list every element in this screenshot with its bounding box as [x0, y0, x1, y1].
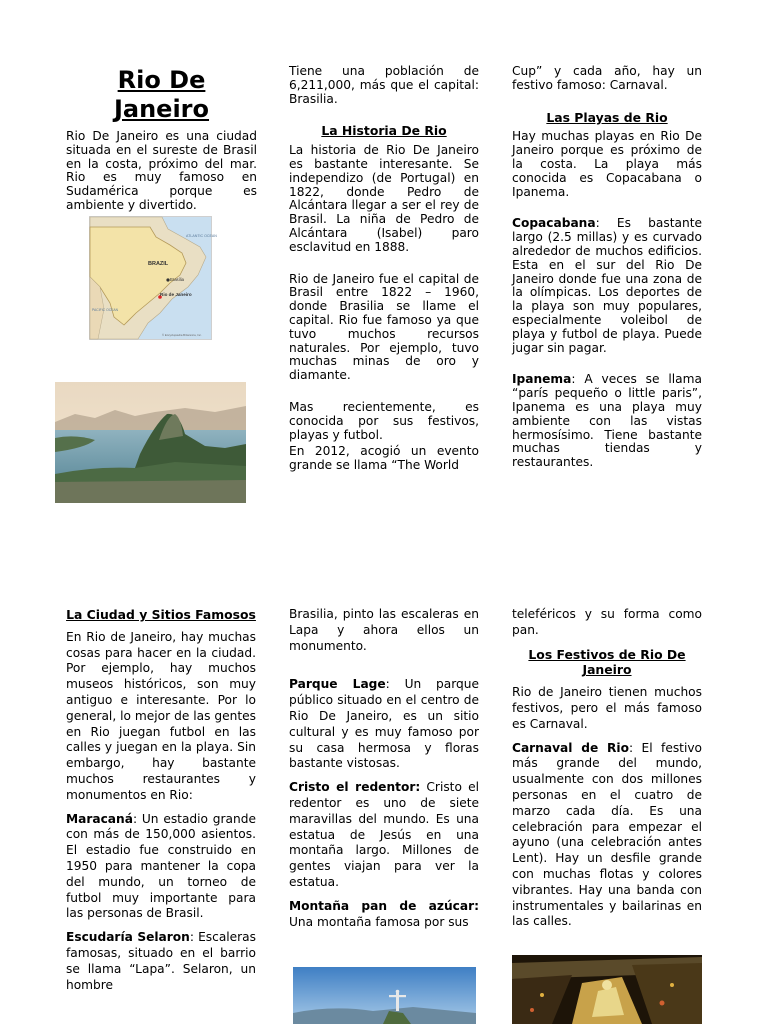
carnaval-label: Carnaval de Rio [512, 740, 629, 755]
maracana-text: : Un estadio grande con más de 150,000 asientos. El estadio fue construido en 1950 para mantener la copa del mundo, un torneo de futbol muy importante para las personas de Brasil. [66, 811, 256, 921]
carnival-intro-paragraph: Cup” y cada año, hay un festivo famoso: Carnaval. [512, 64, 702, 92]
page2-column-1 [66, 607, 256, 1002]
parque-lage-label: Parque Lage [289, 677, 386, 692]
page2-column-2 [289, 607, 479, 939]
festivals-heading: Los Festivos de Rio De Janeiro [528, 646, 686, 678]
page1-column-1 [66, 66, 257, 222]
ipanema-paragraph [512, 373, 702, 470]
cristo-label: Cristo el redentor: [289, 780, 421, 795]
history-paragraph-1: La historia de Rio De Janeiro es bastante interesante. Se independizo (de Portugal) en 1822, donde Pedro de Alcántara llegar a ser el rey de Brasil. La niña de Pedro de Alcántara (Isabel) paro esclavitud en 1888. [289, 143, 479, 254]
sugarloaf-continued-paragraph: teleféricos y su forma como pan. [512, 607, 702, 637]
pan-de-azucar-paragraph [289, 899, 479, 931]
history-paragraph-2: Rio de Janeiro fue el capital de Brasil entre 1822 – 1960, donde Brasilia se llame el capital. Rio fue famoso ya que tuvo muchos recursos naturales. Por ejemplo, tuvo muchas minas de oro y diamante. [289, 271, 479, 383]
sugarloaf-photo [55, 382, 246, 503]
map-city-label: Rio de Janeiro [160, 292, 192, 297]
carnaval-paragraph [512, 741, 702, 931]
selaron-label: Escudaría Selaron [66, 930, 190, 945]
history-paragraph-4: En 2012, acogió un evento grande se llama “The World [289, 444, 479, 473]
parque-lage-paragraph [289, 677, 479, 772]
page1-column-3 [512, 65, 702, 479]
map-capital-label: Brasília [170, 277, 184, 282]
carnival-photo [512, 955, 702, 1024]
city-paragraph: En Rio de Janeiro, hay muchas cosas para hacer en la ciudad. Por ejemplo, hay muchos museos históricos, son muy antiguo e interesante. Por lo general, lo mejor de las gentes en Rio juegan futbol en las calles y juegan en la playa. Sin embargo, hay bastante muchos restaurantes y monumentos en Rio: [66, 629, 256, 802]
carnival-graphic [512, 955, 702, 1024]
page1-column-2 [289, 65, 479, 473]
pan-de-azucar-text: Una montaña famosa por sus [289, 914, 469, 929]
parque-lage-text: : Un parque público situado en el centro de Rio De Janeiro, es un sitio cultural y es muy famoso por su casa hermosa y floras bastante vistosas. [289, 677, 479, 771]
beaches-heading: Las Playas de Rio [546, 109, 668, 125]
city-heading: La Ciudad y Sitios Famosos [66, 607, 256, 622]
selaron-paragraph [66, 930, 256, 993]
maracana-label: Maracaná [66, 811, 133, 826]
brazil-map-image [89, 216, 217, 340]
ipanema-label: Ipanema [512, 372, 572, 387]
copacabana-label: Copacabana [512, 216, 596, 231]
copacabana-text: : Es bastante largo (2.5 millas) y es curvado alrededor de muchos edificios. Esta en el sur del Rio De Janeiro donde fue una zona de la olímpicas. Los deportes de la playa son muy populares, especialmente voleibol de playa y futbol de playa. Puede jugar sin pagar. [512, 216, 702, 355]
page2-column-3 [512, 607, 702, 939]
carnaval-text: : El festivo más grande del mundo, usualmente con dos millones personas en el cuatro de marzo cada día. Es una celebración para empezar el ayuno (una celebración antes Lent). Hay un desfile grande con muchas flotas y colores vibrantes. Hay una banda con instrumentales y bailarinas en las calles. [512, 740, 702, 929]
cristo-text: Cristo el redentor es uno de siete maravillas del mundo. Es una estatua de Jesús en una montaña largo. Millones de gentes viajan para ver la estatua. [289, 780, 480, 889]
pan-de-azucar-label: Montaña pan de azúcar: [289, 898, 479, 913]
map-country-label: BRAZIL [148, 261, 169, 267]
festivals-paragraph: Rio de Janeiro tienen muchos festivos, pero el más famoso es Carnaval. [512, 685, 702, 731]
ipanema-text: : A veces se llama “parís pequeño o little paris”, Ipanema es una playa muy ambiente con las vistas hermosísimo. Tiene bastante muchas tiendas y restaurantes. [512, 372, 702, 470]
intro-paragraph: Rio De Janeiro es una ciudad situada en el sureste de Brasil en la costa, próximo del mar. Rio es muy famoso en Sudamérica porque es ambiente y divertido. [66, 129, 257, 212]
cristo-graphic [293, 967, 476, 1024]
map-ocean-sw-label: PACIFIC OCEAN [92, 308, 119, 312]
map-graphic [90, 217, 217, 339]
cristo-paragraph [289, 780, 479, 891]
sugarloaf-graphic [55, 382, 246, 503]
document-title: Rio De Janeiro [113, 66, 210, 123]
map-ocean-label: ATLANTIC OCEAN [186, 234, 217, 238]
maracana-paragraph [66, 812, 256, 923]
history-heading: La Historia De Rio [321, 123, 447, 139]
selaron-continued-paragraph: Brasilia, pinto las escaleras en Lapa y ahora ellos un monumento. [289, 607, 479, 653]
population-paragraph: Tiene una población de 6,211,000, más que el capital: Brasilia. [289, 64, 479, 106]
selaron-text: : Escaleras famosas, situado en el barrio se llama “Lapa”. Selaron, un hombre [66, 930, 256, 992]
map-credit: © Encyclopædia Britannica, Inc. [162, 333, 202, 337]
cristo-redentor-photo [293, 967, 476, 1024]
copacabana-paragraph [512, 217, 702, 355]
history-paragraph-3: Mas recientemente, es conocida por sus festivos, playas y futbol. [289, 399, 479, 442]
beaches-paragraph: Hay muchas playas en Rio De Janeiro porque es próximo de la costa. La playa más conocida es Copacabana o Ipanema. [512, 129, 702, 199]
